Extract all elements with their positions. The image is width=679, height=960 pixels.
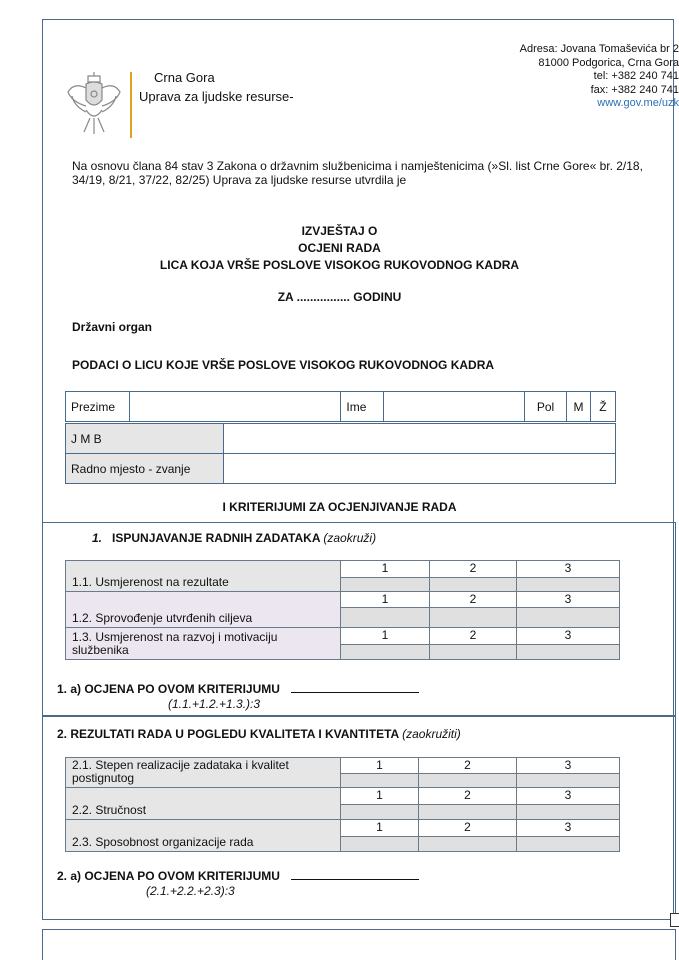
address-line: Adresa: Jovana Tomaševića br 2 [519,43,679,55]
criterion-2-2-label: 2.2. Stručnost [66,788,341,820]
criterion-2-rating-blank[interactable] [291,870,419,880]
criterion-2-3-label: 2.3. Sposobnost organizacije rada [66,820,341,852]
name-field[interactable] [384,392,525,422]
website-link[interactable]: www.gov.me/uzk [597,97,679,109]
criterion-1-number: 1. [92,531,103,545]
year-line: ZA ................ GODINU [277,290,402,304]
next-section-frame [42,929,676,960]
criterion-2-scores-table [65,757,620,852]
criterion-2-formula: (2.1.+2.2.+2.3):3 [146,884,235,898]
coat-of-arms-logo [66,70,122,138]
score-option[interactable]: 1 [341,820,419,837]
sex-label: Pol [525,392,567,422]
score-option[interactable]: 3 [517,592,620,608]
score-option[interactable]: 3 [517,820,620,837]
criteria-title: I KRITERIJUMI ZA OCJENJIVANJE RADA [222,500,457,514]
score-option[interactable]: 3 [517,561,620,578]
sex-option-male[interactable]: M [566,392,590,422]
score-option[interactable]: 1 [341,592,430,608]
org-unit: Uprava za ljudske resurse- [139,89,294,104]
criterion-1-2-label: 1.2. Sprovođenje utvrđenih ciljeva [66,592,341,628]
score-option[interactable]: 1 [341,628,430,645]
criterion-2-rating [57,869,419,883]
address-block [520,43,679,111]
corner-marker [670,913,679,927]
jmb-label: J M B [66,424,224,454]
score-option[interactable]: 1 [341,758,419,774]
criterion-1-title: ISPUNJAVANJE RADNIH ZADATAKA [112,531,321,545]
address-line: 81000 Podgorica, Crna Gora [538,56,679,69]
title-line-3: LICA KOJA VRŠE POSLOVE VISOKOG RUKOVODNOG KADRA [159,258,520,272]
score-option[interactable]: 3 [517,628,620,645]
score-option[interactable]: 2 [419,820,517,837]
person-data-table [65,391,616,422]
person-section-title: PODACI O LICU KOJE VRŠE POSLOVE VISOKOG RUKOVODNOG KADRA [72,358,495,372]
criterion-1-heading [92,531,376,545]
criterion-1-scores-table [65,560,620,660]
title-line-2: OCJENI RADA [298,241,381,255]
score-option[interactable]: 2 [430,561,517,578]
fax-line: fax: +382 240 741 [590,83,679,96]
criterion-1-rating-label: 1. a) OCJENA PO OVOM KRITERIJUMU [57,682,280,696]
criterion-2-heading [57,727,461,741]
criterion-2-1-label: 2.1. Stepen realizacije zadataka i kvalitet postignutog [66,758,341,788]
score-option[interactable]: 2 [430,592,517,608]
criterion-1-rating [57,682,419,696]
score-option[interactable]: 1 [341,788,419,805]
score-option[interactable]: 2 [419,788,517,805]
position-field[interactable] [224,454,616,484]
person-data-table-2 [65,423,616,484]
criterion-2-title: 2. REZULTATI RADA U POGLEDU KVALITETA I KVANTITETA [57,727,399,741]
name-label: Ime [341,392,384,422]
org-name: Crna Gora [154,70,215,85]
score-option[interactable]: 2 [430,628,517,645]
surname-field[interactable] [129,392,340,422]
score-option[interactable]: 3 [517,758,620,774]
criterion-2-note: (zaokružiti) [402,727,461,741]
sex-option-female[interactable]: Ž [590,392,615,422]
phone-line: tel: +382 240 741 [593,70,679,82]
criterion-1-3-label: 1.3. Usmjerenost na razvoj i motivaciju službenika [66,628,341,660]
score-option[interactable]: 1 [341,561,430,578]
title-line-1: IZVJEŠTAJ O [301,224,378,238]
legal-basis-text: Na osnovu člana 84 stav 3 Zakona o državnim službenicima i namještenicima (»Sl. list Crne Gore« br. 2/18, 34/19, 8/21, 37/22, 82/25) Uprava za ljudske resurse utvrdila je [72,159,643,187]
score-option[interactable]: 3 [517,788,620,805]
surname-label: Prezime [66,392,130,422]
jmb-field[interactable] [224,424,616,454]
criterion-1-note: (zaokruži) [323,531,377,545]
criterion-1-formula: (1.1.+1.2.+1.3.):3 [168,697,261,711]
criterion-1-rating-blank[interactable] [291,683,419,693]
score-option[interactable]: 2 [419,758,517,774]
position-label: Radno mjesto - zvanje [66,454,224,484]
header-divider [130,72,132,138]
state-organ-label: Državni organ [72,320,153,334]
criterion-2-rating-label: 2. a) OCJENA PO OVOM KRITERIJUMU [57,869,280,883]
criterion-1-1-label: 1.1. Usmjerenost na rezultate [66,561,341,592]
